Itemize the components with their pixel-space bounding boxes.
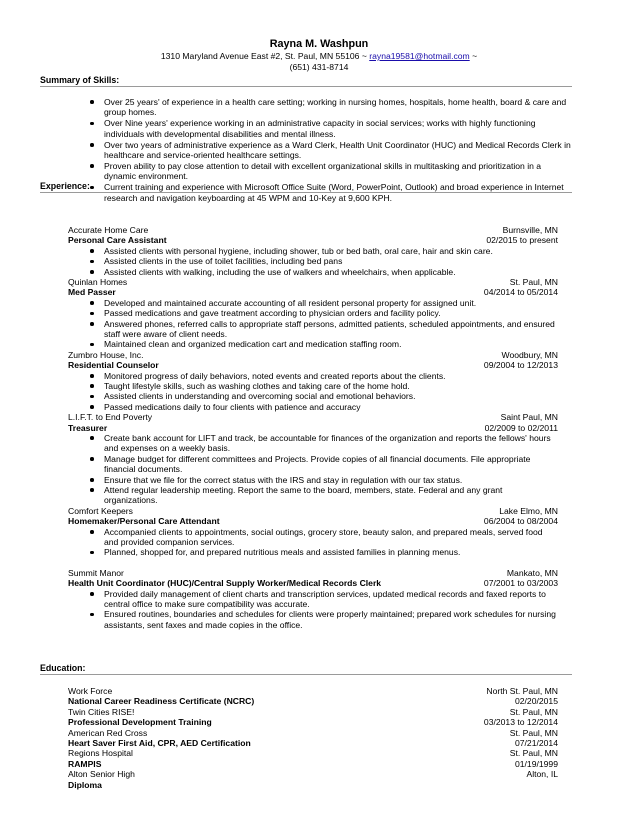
job-bullet	[68, 308, 558, 318]
bullet-dot	[90, 301, 94, 305]
job-bullet	[68, 475, 558, 485]
job-bullets	[68, 298, 558, 350]
skill-item	[68, 140, 573, 161]
title-row	[68, 578, 558, 588]
bullet-text: Create bank account for LIFT and track, be accountable for finances of the organization and reports the fellows' hours and expenses on a weekly basis.	[104, 433, 551, 454]
credential-date: 07/21/2014	[514, 737, 558, 748]
bullet-dot	[90, 488, 94, 492]
employer-name: Summit Manor	[68, 567, 124, 578]
bullet-dot	[90, 343, 94, 347]
job-dates: 09/2004 to 12/2013	[483, 360, 558, 371]
contact-line	[0, 51, 638, 62]
title-row	[68, 360, 558, 370]
education-list	[68, 686, 558, 790]
job-bullet	[68, 371, 558, 381]
bullet-dot	[90, 260, 94, 264]
job-title: Homemaker/Personal Care Attendant	[68, 516, 220, 527]
title-row	[68, 235, 558, 245]
job-bullet	[68, 485, 558, 506]
job-title: Med Passer	[68, 287, 116, 298]
job-title: Treasurer	[68, 422, 108, 433]
bullet-text: Monitored progress of daily behaviors, noted events and created reports about the clients.	[104, 370, 446, 381]
bullet-dot	[90, 143, 94, 147]
section-title-experience: Experience:	[40, 181, 90, 191]
employer-row	[68, 506, 558, 516]
job-dates: 06/2004 to 08/2004	[483, 516, 558, 527]
job-dates: 04/2014 to 05/2014	[483, 287, 558, 298]
employer-row	[68, 277, 558, 287]
bullet-dot	[90, 312, 94, 316]
job-bullet	[68, 547, 558, 557]
job-bullet	[68, 433, 558, 454]
job-location: St. Paul, MN	[509, 277, 558, 287]
school-row	[68, 728, 558, 738]
bullet-text: Assisted clients with walking, including the use of walkers and wheelchairs, when applicable.	[104, 266, 456, 277]
job-bullets	[68, 371, 558, 413]
title-row	[68, 287, 558, 297]
job-bullet	[68, 256, 558, 266]
credential-row	[68, 717, 558, 727]
email-link[interactable]: rayna19581@hotmail.com	[369, 51, 470, 61]
employer-row	[68, 568, 558, 578]
job-bullet	[68, 391, 558, 401]
bullet-dot	[90, 457, 94, 461]
section-divider	[40, 86, 572, 87]
skill-item	[68, 118, 573, 139]
bullet-text: Over two years of administrative experience as a Ward Clerk, Health Unit Coordinator (HUC) and Medical Records Clerk in healthcare and service-oriented healthcare settings.	[104, 139, 571, 161]
credential-row	[68, 780, 558, 790]
job-entry	[68, 277, 558, 350]
bullet-dot	[90, 322, 94, 326]
bullet-dot	[90, 530, 94, 534]
job-bullet	[68, 609, 558, 630]
school-location: St. Paul, MN	[509, 727, 558, 738]
job-dates: 02/2015 to present	[486, 235, 558, 246]
address-suffix: ~	[469, 51, 478, 61]
job-bullet	[68, 402, 558, 412]
skills-list	[68, 97, 573, 204]
job-location: Saint Paul, MN	[500, 412, 558, 423]
bullet-text: Current training and experience with Microsoft Office Suite (Word, PowerPoint, Outlook) and broad experience in Internet research and navigation keyboarding at 45 WPM and 10-Key at 9,600 KPH.	[104, 182, 564, 203]
bullet-dot	[90, 436, 94, 440]
job-entry	[68, 350, 558, 412]
bullet-text: Taught lifestyle skills, such as washing clothes and taking care of the home hold.	[104, 381, 410, 391]
credential-date: 02/20/2015	[514, 696, 558, 707]
bullet-text: Ensured routines, boundaries and schedules for clients were properly maintained; prepared work schedules for nursing assistants, sent faxes and made copies in the office.	[104, 609, 556, 630]
school-row	[68, 748, 558, 758]
job-bullet	[68, 454, 558, 475]
employer-row	[68, 350, 558, 360]
bullet-text: Provided daily management of client charts and transcription services, updated medical records and faxed reports to central office to make sure compatibility was accurate.	[104, 588, 546, 610]
bullet-text: Assisted clients in the use of toilet facilities, including bed pans	[104, 256, 343, 267]
job-title: Residential Counselor	[68, 360, 159, 371]
bullet-text: Planned, shopped for, and prepared nutritious meals and assisted families in planning menus.	[104, 547, 461, 558]
job-bullet	[68, 381, 558, 391]
skill-item	[68, 97, 573, 118]
bullet-dot	[90, 384, 94, 388]
bullet-text: Attend regular leadership meeting. Report the same to the board, members, state. Federal and any grant organizations.	[104, 485, 503, 506]
employer-name: Zumbro House, Inc.	[68, 349, 144, 360]
job-bullets	[68, 589, 558, 631]
school-name: Work Force	[68, 686, 113, 696]
resume-header	[0, 38, 638, 73]
title-row	[68, 423, 558, 433]
section-divider	[40, 192, 572, 193]
title-row	[68, 516, 558, 526]
phone-number: (651) 431-8714	[289, 61, 349, 72]
bullet-text: Assisted clients with personal hygiene, including shower, tub or bed bath, oral care, hair and skin care.	[104, 245, 493, 256]
section-title-education: Education:	[40, 663, 86, 673]
bullet-dot	[90, 613, 94, 617]
job-bullets	[68, 527, 558, 558]
bullet-dot	[90, 478, 94, 482]
school-location: St. Paul, MN	[509, 706, 558, 717]
school-location: Alton, IL	[526, 769, 558, 780]
job-dates: 02/2009 to 02/2011	[484, 422, 558, 433]
credential-date: 01/19/1999	[514, 758, 558, 769]
bullet-text: Passed medications and gave treatment according to physician orders and facility policy.	[104, 308, 441, 319]
job-bullet	[68, 298, 558, 308]
bullet-text: Accompanied clients to appointments, social outings, grocery store, beauty salon, and prepared meals, served food and provided companion services.	[104, 526, 543, 548]
credential-name: National Career Readiness Certificate (NCRC)	[68, 696, 255, 707]
section-divider	[40, 674, 572, 675]
job-entry	[68, 412, 558, 506]
credential-name: RAMPIS	[68, 758, 102, 769]
bullet-text: Assisted clients in understanding and overcoming social and emotional behaviors.	[104, 391, 416, 402]
job-bullet	[68, 246, 558, 256]
employer-name: L.I.F.T. to End Poverty	[68, 412, 153, 423]
job-entry	[68, 568, 558, 630]
school-location: North St. Paul, MN	[486, 686, 558, 696]
bullet-dot	[90, 374, 94, 378]
bullet-dot	[90, 395, 94, 399]
bullet-dot	[90, 270, 94, 274]
job-bullet	[68, 527, 558, 548]
bullet-dot	[90, 249, 94, 253]
job-title: Health Unit Coordinator (HUC)/Central Supply Worker/Medical Records Clerk	[68, 578, 382, 589]
employer-name: Quinlan Homes	[68, 277, 128, 287]
credential-name: Heart Saver First Aid, CPR, AED Certification	[68, 737, 251, 748]
credential-name: Professional Development Training	[68, 717, 212, 728]
bullet-dot	[90, 164, 94, 168]
section-title-skills: Summary of Skills:	[40, 75, 120, 85]
job-location: Woodbury, MN	[501, 349, 558, 360]
job-title: Personal Care Assistant	[68, 235, 167, 246]
job-entry	[68, 506, 558, 558]
bullet-text: Over 25 years' of experience in a health care setting; working in nursing homes, hospitals, home health, board & care and group homes.	[104, 97, 567, 118]
employer-name: Accurate Home Care	[68, 225, 149, 235]
job-location: Mankato, MN	[506, 567, 558, 578]
job-location: Burnsville, MN	[502, 225, 558, 235]
school-row	[68, 686, 558, 696]
school-name: Regions Hospital	[68, 748, 133, 759]
skill-item	[68, 161, 573, 182]
bullet-text: Developed and maintained accurate accounting of all resident personal property for assigned unit.	[104, 297, 477, 308]
bullet-dot	[90, 122, 94, 126]
school-name: Twin Cities RISE!	[68, 706, 135, 717]
address-text: 1310 Maryland Avenue East #2, St. Paul, MN 55106 ~	[160, 51, 370, 61]
bullet-dot	[90, 100, 94, 104]
bullet-text: Maintained clean and organized medication cart and medication staffing room.	[104, 339, 402, 350]
job-bullet	[68, 589, 558, 610]
job-dates: 07/2001 to 03/2003	[483, 578, 558, 589]
bullet-dot	[90, 405, 94, 409]
bullet-text: Ensure that we file for the correct status with the IRS and stay in regulation with our tax status.	[104, 474, 463, 485]
experience-list	[68, 225, 558, 630]
credential-row	[68, 738, 558, 748]
employer-name: Comfort Keepers	[68, 505, 133, 516]
job-bullets	[68, 246, 558, 277]
job-bullet	[68, 339, 558, 349]
school-name: Alton Senior High	[68, 769, 135, 780]
credential-name: Diploma	[68, 779, 102, 790]
credential-row	[68, 696, 558, 706]
bullet-text: Manage budget for different committees and Projects. Provide copies of all financial documents. File appropriate financial documents.	[104, 453, 531, 475]
bullet-dot	[90, 592, 94, 596]
credential-row	[68, 759, 558, 769]
job-bullets	[68, 433, 558, 506]
bullet-text: Passed medications daily to four clients with patience and accuracy	[104, 401, 361, 412]
candidate-name: Rayna M. Washpun	[269, 38, 369, 50]
bullet-dot	[90, 186, 94, 190]
job-bullet	[68, 267, 558, 277]
employer-row	[68, 225, 558, 235]
job-bullet	[68, 319, 558, 340]
job-location: Lake Elmo, MN	[499, 505, 558, 516]
employer-row	[68, 412, 558, 422]
bullet-text: Over Nine years' experience working in an administrative capacity in social services; works with highly functioning individuals with developmental disabilities and mental illness.	[104, 118, 536, 139]
credential-date: 03/2013 to 12/2014	[483, 717, 558, 728]
school-row	[68, 769, 558, 779]
bullet-text: Answered phones, referred calls to appropriate staff persons, admitted patients, scheduled appointments, and ensured staff were aware of client needs.	[104, 318, 555, 339]
bullet-text: Proven ability to pay close attention to detail with excellent organizational skills in multitasking and prioritization in a dynamic environment.	[104, 160, 542, 182]
job-entry	[68, 225, 558, 277]
school-name: American Red Cross	[68, 727, 148, 738]
school-row	[68, 707, 558, 717]
bullet-dot	[90, 551, 94, 555]
school-location: St. Paul, MN	[509, 748, 558, 759]
